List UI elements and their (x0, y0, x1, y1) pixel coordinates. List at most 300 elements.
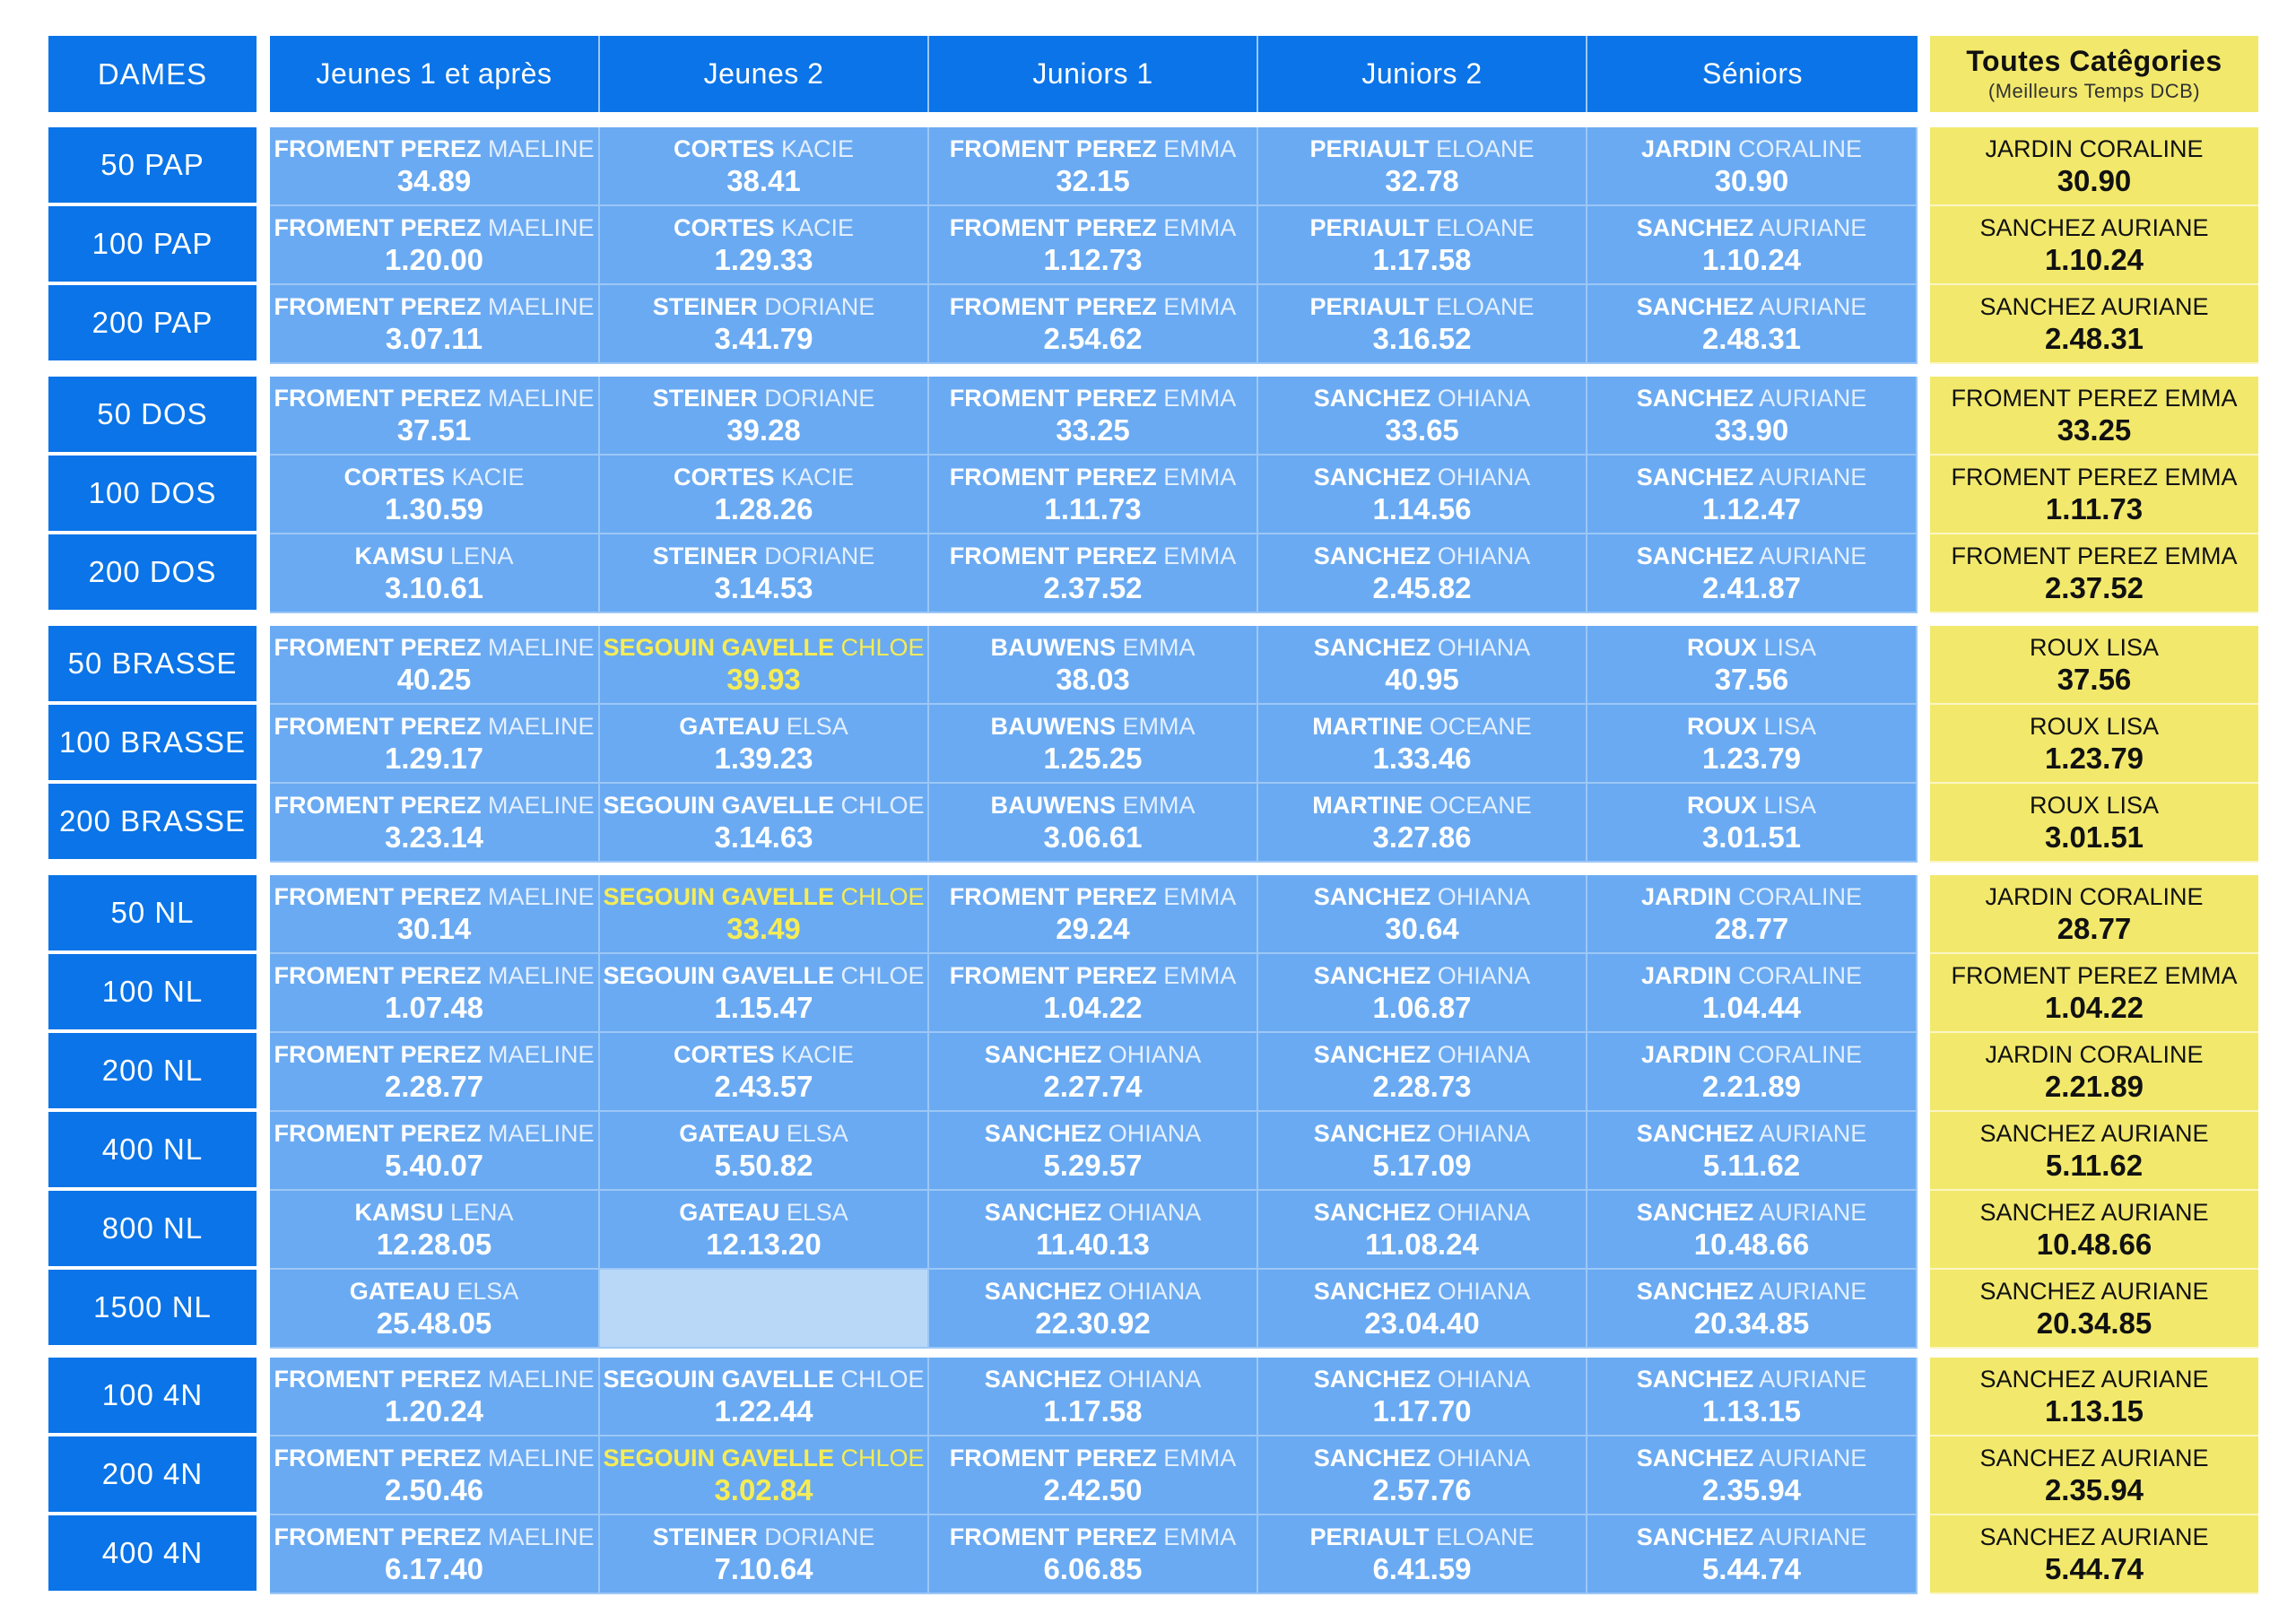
record-time: 5.17.09 (1372, 1149, 1472, 1182)
swimmer-name (950, 1443, 1237, 1473)
swimmer-name (1314, 383, 1531, 413)
record-time: 1.30.59 (384, 492, 484, 525)
record-cell (1587, 1191, 1918, 1270)
record-time: 3.10.61 (384, 571, 484, 604)
swimmer-name (274, 960, 594, 991)
swimmer-name (674, 462, 854, 492)
swimmer-first-name: AURIANE (2100, 1523, 2209, 1550)
record-time: 5.50.82 (714, 1149, 813, 1182)
swimmer-name (990, 632, 1195, 663)
record-cell (1258, 954, 1587, 1033)
swimmer-name (1637, 1118, 1867, 1149)
swimmer-name (1312, 711, 1532, 742)
event-label: 200 NL (48, 1033, 257, 1110)
record-time: 3.14.63 (714, 820, 813, 854)
swimmer-last-name: FROMENT PEREZ (949, 883, 1157, 910)
swimmer-first-name: EMMA (2164, 464, 2238, 490)
best-record-cell (1930, 127, 2258, 206)
swimmer-name (1314, 1197, 1531, 1228)
swimmer-first-name: CORALINE (1737, 962, 1863, 989)
swimmer-name (1314, 1364, 1531, 1394)
best-record-cell (1930, 705, 2258, 784)
record-time: 22.30.92 (1035, 1306, 1151, 1340)
record-time: 29.24 (1056, 912, 1130, 945)
swimmer-first-name: AURIANE (2100, 1199, 2209, 1226)
swimmer-first-name: MAELINE (487, 385, 595, 412)
swimmer-name (274, 134, 594, 164)
swimmer-last-name: FROMENT PEREZ (274, 713, 482, 740)
swimmer-first-name: EMMA (1163, 214, 1237, 241)
swimmer-first-name: AURIANE (1759, 1278, 1867, 1305)
record-cell (270, 1112, 600, 1191)
record-cell (1587, 626, 1918, 705)
event-label: 1500 NL (48, 1270, 257, 1347)
record-cell (270, 1436, 600, 1515)
swimmer-name (1309, 1522, 1534, 1552)
swimmer-first-name: MAELINE (487, 962, 595, 989)
swimmer-name (1687, 632, 1816, 663)
best-record-cell (1930, 285, 2258, 364)
swimmer-name (950, 881, 1237, 912)
record-cell (600, 534, 929, 613)
record-cell (270, 705, 600, 784)
record-cell (929, 705, 1258, 784)
swimmer-name (1951, 383, 2237, 413)
record-cell (929, 875, 1258, 954)
swimmer-last-name: SANCHEZ (1313, 962, 1431, 989)
swimmer-last-name: SANCHEZ (1636, 1366, 1754, 1393)
swimmer-name (950, 134, 1237, 164)
swimmer-first-name: AURIANE (1759, 542, 1867, 569)
record-time: 33.25 (2057, 413, 2132, 447)
swimmer-name (1979, 1276, 2208, 1306)
best-record-cell (1930, 534, 2258, 613)
swimmer-last-name: FROMENT PEREZ (274, 1120, 482, 1147)
swimmer-first-name: MAELINE (487, 1445, 595, 1471)
corner-header: DAMES (48, 36, 257, 112)
swimmer-first-name: DORIANE (764, 542, 875, 569)
record-time: 3.01.51 (2044, 820, 2144, 854)
best-record-cell (1930, 377, 2258, 456)
swimmer-name (1951, 960, 2237, 991)
swimmer-first-name: DORIANE (764, 1523, 875, 1550)
record-time: 28.77 (2057, 912, 2132, 945)
swimmer-name (679, 1197, 848, 1228)
record-cell (1258, 285, 1587, 364)
record-time: 34.89 (396, 164, 472, 197)
swimmer-last-name: SANCHEZ (1636, 1199, 1754, 1226)
swimmer-first-name: ELSA (786, 1120, 848, 1147)
swimmer-name (1314, 462, 1531, 492)
swimmer-first-name: EMMA (2164, 542, 2238, 569)
swimmer-name (274, 1118, 594, 1149)
record-time: 38.03 (1056, 663, 1130, 696)
record-time: 6.06.85 (1043, 1552, 1143, 1585)
record-cell (1258, 1191, 1587, 1270)
swimmer-name (603, 1364, 924, 1394)
record-cell (1587, 1436, 1918, 1515)
record-time: 1.23.79 (2044, 742, 2144, 775)
swimmer-last-name: SANCHEZ (1313, 1120, 1431, 1147)
record-cell (1258, 1358, 1587, 1436)
record-time: 20.34.85 (2036, 1306, 2152, 1340)
best-record-cell (1930, 626, 2258, 705)
swimmer-first-name: CHLOE (840, 1366, 925, 1393)
record-time: 1.29.17 (384, 742, 484, 775)
swimmer-last-name: SEGOUIN GAVELLE (603, 1445, 834, 1471)
swimmer-last-name: FROMENT PEREZ (274, 1366, 482, 1393)
event-label: 100 DOS (48, 456, 257, 533)
event-label: 200 DOS (48, 534, 257, 612)
swimmer-first-name: CORALINE (1737, 135, 1863, 162)
swimmer-last-name: SANCHEZ (1979, 1120, 2096, 1147)
swimmer-name (1641, 960, 1862, 991)
swimmer-last-name: MARTINE (1312, 713, 1423, 740)
swimmer-name (1314, 541, 1531, 571)
swimmer-name (1309, 291, 1534, 322)
swimmer-first-name: KACIE (781, 1041, 855, 1068)
best-record-cell (1930, 1033, 2258, 1112)
swimmer-first-name: OHIANA (1437, 542, 1531, 569)
swimmer-name (1309, 213, 1534, 243)
swimmer-name (274, 383, 594, 413)
record-cell (1587, 875, 1918, 954)
swimmer-name (1641, 1039, 1862, 1070)
swimmer-name (1979, 1443, 2208, 1473)
swimmer-last-name: JARDIN (1640, 962, 1732, 989)
swimmer-name (603, 790, 924, 820)
record-cell (600, 1112, 929, 1191)
swimmer-name (603, 881, 924, 912)
swimmer-first-name: EMMA (1163, 1445, 1237, 1471)
swimmer-first-name: OHIANA (1108, 1041, 1202, 1068)
record-cell (270, 377, 600, 456)
record-time: 33.49 (726, 912, 801, 945)
record-time: 1.06.87 (1372, 991, 1472, 1024)
record-cell (1587, 1358, 1918, 1436)
record-time: 2.28.77 (384, 1070, 484, 1103)
record-time: 1.20.24 (384, 1394, 484, 1428)
swimmer-last-name: SANCHEZ (1313, 542, 1431, 569)
swimmer-name (274, 790, 594, 820)
swimmer-first-name: OHIANA (1437, 1199, 1531, 1226)
event-label: 50 PAP (48, 127, 257, 204)
swimmer-name (354, 1197, 513, 1228)
swimmer-first-name: OHIANA (1108, 1120, 1202, 1147)
event-label: 200 4N (48, 1436, 257, 1514)
swimmer-last-name: SEGOUIN GAVELLE (603, 634, 834, 661)
swimmer-last-name: SANCHEZ (1636, 1523, 1754, 1550)
swimmer-last-name: FROMENT PEREZ (1951, 464, 2158, 490)
record-time: 1.12.47 (1701, 492, 1802, 525)
record-cell (929, 127, 1258, 206)
swimmer-last-name: FROMENT PEREZ (274, 385, 482, 412)
record-time: 38.41 (726, 164, 801, 197)
swimmer-name (1979, 1118, 2208, 1149)
record-time: 1.29.33 (714, 243, 813, 276)
swimmer-name (1314, 960, 1531, 991)
record-time: 1.39.23 (714, 742, 813, 775)
swimmer-name (1314, 1039, 1531, 1070)
swimmer-first-name: ELSA (786, 1199, 848, 1226)
swimmer-first-name: DORIANE (764, 293, 875, 320)
swimmer-name (1637, 291, 1867, 322)
swimmer-last-name: PERIAULT (1309, 135, 1430, 162)
record-cell (1587, 206, 1918, 285)
swimmer-first-name: EMMA (1122, 792, 1196, 819)
swimmer-first-name: LENA (449, 1199, 514, 1226)
record-cell (270, 1270, 600, 1349)
swimmer-last-name: JARDIN (1985, 883, 2073, 910)
record-time: 32.15 (1056, 164, 1130, 197)
swimmer-first-name: AURIANE (2100, 1445, 2209, 1471)
swimmer-name (1637, 1522, 1867, 1552)
swimmer-first-name: KACIE (781, 135, 855, 162)
swimmer-first-name: AURIANE (1759, 385, 1867, 412)
swimmer-first-name: OHIANA (1437, 883, 1531, 910)
swimmer-last-name: SANCHEZ (1313, 1041, 1431, 1068)
swimmer-first-name: OHIANA (1437, 962, 1531, 989)
record-time: 32.78 (1385, 164, 1459, 197)
record-cell (600, 626, 929, 705)
swimmer-first-name: AURIANE (1759, 1199, 1867, 1226)
swimmer-first-name: LENA (449, 542, 514, 569)
swimmer-first-name: CHLOE (840, 962, 925, 989)
swimmer-first-name: MAELINE (487, 1120, 595, 1147)
swimmer-first-name: CORALINE (2079, 883, 2204, 910)
record-cell (1258, 1436, 1587, 1515)
record-cell (1587, 705, 1918, 784)
record-time: 6.41.59 (1372, 1552, 1472, 1585)
record-cell (1258, 1112, 1587, 1191)
swimmer-name (1637, 213, 1867, 243)
swimmer-last-name: FROMENT PEREZ (274, 1523, 482, 1550)
record-time: 39.93 (726, 663, 801, 696)
swimmer-name (1641, 881, 1862, 912)
best-record-cell (1930, 1436, 2258, 1515)
record-time: 30.14 (396, 912, 472, 945)
record-time: 12.28.05 (376, 1228, 492, 1261)
best-record-cell (1930, 875, 2258, 954)
record-cell (600, 1191, 929, 1270)
swimmer-first-name: AURIANE (2100, 1366, 2209, 1393)
event-label: 50 DOS (48, 377, 257, 454)
swimmer-last-name: SANCHEZ (1313, 1278, 1431, 1305)
swimmer-first-name: KACIE (451, 464, 525, 490)
swimmer-name (1979, 1364, 2208, 1394)
record-cell (1258, 1270, 1587, 1349)
swimmer-name (1314, 1276, 1531, 1306)
swimmer-first-name: MAELINE (487, 1523, 595, 1550)
swimmer-first-name: CORALINE (1737, 1041, 1863, 1068)
swimmer-last-name: STEINER (652, 1523, 758, 1550)
record-time: 3.02.84 (714, 1473, 813, 1506)
record-time: 1.11.73 (1044, 492, 1142, 525)
swimmer-last-name: SANCHEZ (1636, 464, 1754, 490)
swimmer-last-name: FROMENT PEREZ (274, 1041, 482, 1068)
swimmer-first-name: LISA (1763, 634, 1817, 661)
empty-cell (600, 1270, 929, 1349)
swimmer-last-name: SANCHEZ (1636, 1278, 1754, 1305)
event-label: 400 4N (48, 1515, 257, 1593)
record-cell (1587, 1270, 1918, 1349)
record-time: 40.95 (1385, 663, 1459, 696)
record-cell (929, 285, 1258, 364)
record-time: 37.56 (1714, 663, 1789, 696)
swimmer-last-name: ROUX (2029, 713, 2100, 740)
record-time: 10.48.66 (2036, 1228, 2152, 1261)
swimmer-last-name: FROMENT PEREZ (949, 962, 1157, 989)
record-cell (600, 285, 929, 364)
swimmer-last-name: FROMENT PEREZ (274, 135, 482, 162)
record-time: 30.90 (2057, 164, 2132, 197)
swimmer-name (1637, 383, 1867, 413)
record-cell (600, 784, 929, 863)
swimmer-name (1985, 1039, 2203, 1070)
swimmer-name (990, 790, 1195, 820)
record-time: 1.13.15 (1701, 1394, 1802, 1428)
swimmer-name (674, 213, 854, 243)
swimmer-name (2030, 790, 2159, 820)
record-cell (270, 1033, 600, 1112)
swimmer-name (274, 1522, 594, 1552)
swimmer-name (274, 711, 594, 742)
swimmer-first-name: AURIANE (1759, 1445, 1867, 1471)
swimmer-first-name: AURIANE (1759, 1120, 1867, 1147)
swimmer-last-name: CORTES (673, 135, 775, 162)
swimmer-first-name: MAELINE (487, 883, 595, 910)
swimmer-last-name: SANCHEZ (984, 1041, 1102, 1068)
swimmer-first-name: MAELINE (487, 214, 595, 241)
swimmer-name (1637, 541, 1867, 571)
best-record-cell (1930, 206, 2258, 285)
record-time: 2.48.31 (2044, 322, 2144, 355)
swimmer-first-name: KACIE (781, 464, 855, 490)
swimmer-name (985, 1276, 1202, 1306)
swimmer-name (354, 541, 513, 571)
swimmer-first-name: EMMA (2164, 385, 2238, 412)
swimmer-first-name: EMMA (1163, 883, 1237, 910)
swimmer-first-name: CORALINE (1737, 883, 1863, 910)
best-record-cell (1930, 784, 2258, 863)
event-label: 100 BRASSE (48, 705, 257, 782)
record-time: 1.14.56 (1372, 492, 1472, 525)
best-record-cell (1930, 1515, 2258, 1594)
record-time: 2.41.87 (1701, 571, 1802, 604)
swimmer-first-name: MAELINE (487, 135, 595, 162)
swimmer-last-name: SANCHEZ (1979, 1366, 2096, 1393)
record-time: 1.04.44 (1701, 991, 1802, 1024)
record-time: 33.65 (1385, 413, 1459, 447)
record-cell (270, 534, 600, 613)
record-time: 1.17.70 (1372, 1394, 1472, 1428)
swimmer-last-name: FROMENT PEREZ (274, 293, 482, 320)
swimmer-last-name: KAMSU (354, 1199, 444, 1226)
record-time: 3.07.11 (385, 322, 483, 355)
swimmer-first-name: ELOANE (1435, 293, 1535, 320)
swimmer-name (653, 383, 875, 413)
swimmer-name (985, 1197, 1202, 1228)
record-time: 5.44.74 (2044, 1552, 2144, 1585)
swimmer-first-name: OHIANA (1437, 1120, 1531, 1147)
swimmer-name (679, 1118, 848, 1149)
best-record-cell (1930, 1112, 2258, 1191)
swimmer-name (950, 1522, 1237, 1552)
record-cell (1258, 1515, 1587, 1594)
swimmer-first-name: KACIE (781, 214, 855, 241)
swimmer-last-name: SEGOUIN GAVELLE (603, 792, 834, 819)
swimmer-first-name: ELOANE (1435, 1523, 1535, 1550)
record-time: 30.64 (1385, 912, 1459, 945)
swimmer-last-name: SANCHEZ (984, 1278, 1102, 1305)
swimmer-last-name: FROMENT PEREZ (949, 135, 1157, 162)
swimmer-first-name: ELOANE (1435, 135, 1535, 162)
record-time: 1.04.22 (2044, 991, 2144, 1024)
record-cell (270, 285, 600, 364)
record-time: 2.43.57 (714, 1070, 813, 1103)
swimmer-first-name: OHIANA (1437, 1445, 1531, 1471)
record-time: 12.13.20 (706, 1228, 822, 1261)
record-time: 1.10.24 (1701, 243, 1802, 276)
swimmer-last-name: ROUX (1686, 634, 1757, 661)
swimmer-first-name: MAELINE (487, 792, 595, 819)
swimmer-first-name: MAELINE (487, 1366, 595, 1393)
record-time: 1.17.58 (1043, 1394, 1143, 1428)
swimmer-last-name: SANCHEZ (1313, 1366, 1431, 1393)
record-time: 1.28.26 (714, 492, 813, 525)
swimmer-last-name: FROMENT PEREZ (949, 293, 1157, 320)
record-time: 28.77 (1714, 912, 1789, 945)
record-time: 1.04.22 (1043, 991, 1143, 1024)
swimmer-last-name: PERIAULT (1309, 293, 1430, 320)
record-cell (929, 626, 1258, 705)
all-categories-title: Toutes Catêgories (1966, 45, 2222, 77)
swimmer-last-name: FROMENT PEREZ (949, 1445, 1157, 1471)
column-header: Jeunes 2 (600, 36, 929, 112)
swimmer-first-name: CHLOE (840, 634, 925, 661)
swimmer-last-name: GATEAU (349, 1278, 450, 1305)
swimmer-first-name: OHIANA (1437, 634, 1531, 661)
record-cell (270, 1358, 600, 1436)
swimmer-name (985, 1118, 1202, 1149)
record-time: 2.50.46 (384, 1473, 484, 1506)
record-cell (1587, 784, 1918, 863)
record-cell (1258, 127, 1587, 206)
record-time: 2.37.52 (1043, 571, 1143, 604)
record-time: 6.17.40 (384, 1552, 484, 1585)
swimmer-last-name: FROMENT PEREZ (274, 792, 482, 819)
swimmer-name (1309, 134, 1534, 164)
swimmer-first-name: AURIANE (2100, 214, 2209, 241)
swimmer-first-name: ELOANE (1435, 214, 1535, 241)
record-time: 2.35.94 (2044, 1473, 2144, 1506)
record-cell (1258, 705, 1587, 784)
swimmer-name (344, 462, 524, 492)
swimmer-first-name: EMMA (1122, 634, 1196, 661)
swimmer-name (2030, 711, 2159, 742)
record-time: 1.17.58 (1372, 243, 1472, 276)
swimmer-last-name: SANCHEZ (1979, 1523, 2096, 1550)
record-cell (929, 534, 1258, 613)
swimmer-last-name: SEGOUIN GAVELLE (603, 883, 834, 910)
swimmer-first-name: ELSA (457, 1278, 519, 1305)
swimmer-last-name: SANCHEZ (1313, 1199, 1431, 1226)
swimmer-first-name: EMMA (1163, 464, 1237, 490)
record-cell (270, 784, 600, 863)
swimmer-name (1314, 1443, 1531, 1473)
swimmer-last-name: SANCHEZ (1636, 1120, 1754, 1147)
swimmer-name (1979, 1197, 2208, 1228)
